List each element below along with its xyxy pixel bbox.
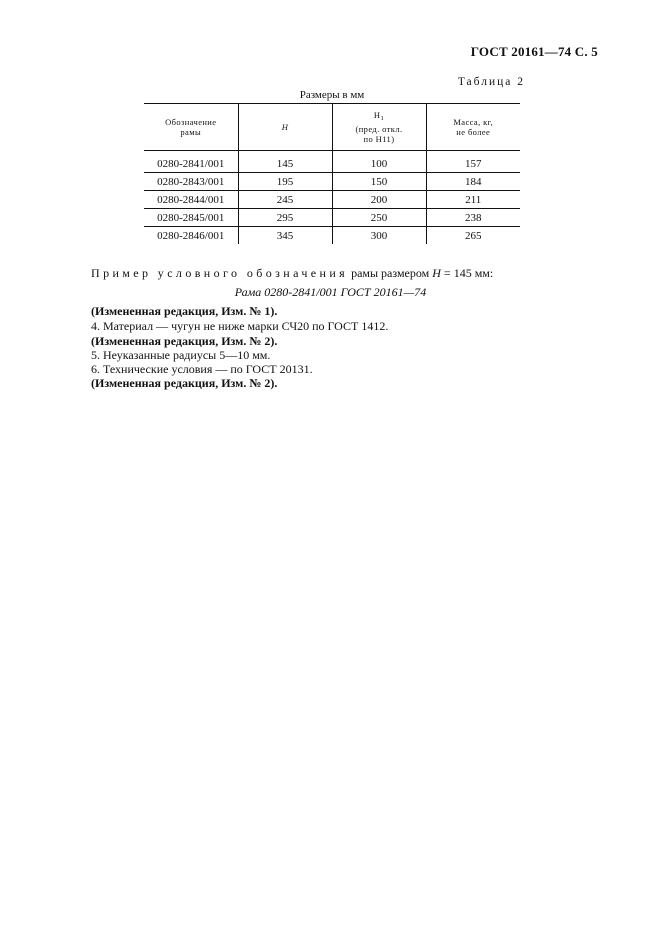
column-header-h: H (238, 104, 332, 151)
amendment-note: (Измененная редакция, Изм. № 2). (91, 334, 278, 348)
table-row (144, 209, 520, 227)
cell-h1: 200 (332, 191, 426, 209)
cell-h1: 300 (332, 227, 426, 245)
designation-example-line (91, 266, 493, 281)
table-header-row (144, 104, 520, 151)
table-caption: Размеры в мм (299, 89, 365, 101)
dimensions-table (144, 103, 520, 244)
cell-mass: 157 (426, 151, 520, 173)
page-header: ГОСТ 20161—74 С. 5 (470, 44, 598, 59)
table-row (144, 173, 520, 191)
clause-technical-conditions: 6. Технические условия — по ГОСТ 20131. (91, 362, 313, 376)
cell-h: 195 (238, 173, 332, 191)
cell-h: 245 (238, 191, 332, 209)
example-text-before: рамы размером (348, 266, 433, 280)
cell-h: 145 (238, 151, 332, 173)
cell-mass: 211 (426, 191, 520, 209)
example-heading: Пример условного обозначения (91, 266, 349, 280)
amendment-note: (Измененная редакция, Изм. № 2). (91, 376, 278, 390)
cell-designation: 0280-2845/001 (144, 209, 238, 227)
clause-material: 4. Материал — чугун не ниже марки СЧ20 по ГОСТ 1412. (91, 319, 389, 333)
example-text-after: = 145 мм: (440, 266, 494, 280)
amendment-note: (Измененная редакция, Изм. № 1). (91, 304, 278, 318)
example-designation-mark: Рама 0280-2841/001 ГОСТ 20161—74 (234, 285, 427, 299)
table-row (144, 151, 520, 173)
cell-mass: 238 (426, 209, 520, 227)
column-header-h1: $H_1$ (пред. откл. по H11) (332, 104, 426, 151)
clause-radii: 5. Неуказанные радиусы 5—10 мм. (91, 348, 271, 362)
column-header-designation: Обозначение рамы (144, 104, 238, 151)
cell-h: 345 (238, 227, 332, 245)
cell-h: 295 (238, 209, 332, 227)
table-number-label: Таблица 2 (457, 76, 525, 88)
table-row (144, 191, 520, 209)
cell-designation: 0280-2846/001 (157, 229, 225, 242)
table-row (144, 227, 520, 245)
cell-designation: 0280-2844/001 (144, 191, 238, 209)
cell-h1: 100 (332, 151, 426, 173)
example-variable: H (432, 266, 441, 280)
cell-designation: 0280-2841/001 (144, 151, 238, 173)
column-header-mass: Масса, кг, не более (426, 104, 520, 151)
cell-mass: 265 (426, 227, 520, 245)
cell-mass: 184 (426, 173, 520, 191)
cell-designation: 0280-2843/001 (144, 173, 238, 191)
cell-h1: 150 (332, 173, 426, 191)
cell-h1: 250 (332, 209, 426, 227)
